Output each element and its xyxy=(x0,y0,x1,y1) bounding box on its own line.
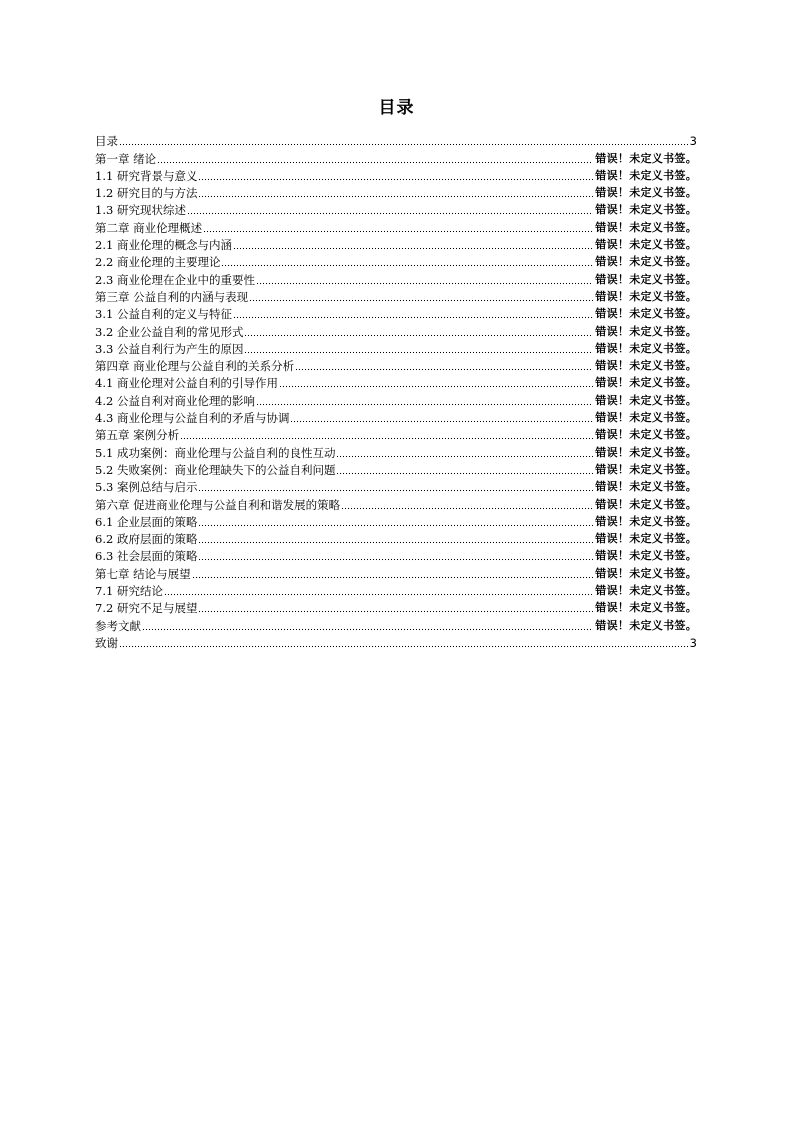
toc-entry[interactable] xyxy=(95,460,697,477)
dot-leader xyxy=(192,576,594,579)
dot-leader xyxy=(336,455,593,458)
toc-entry-label[interactable]: 2.1 商业伦理的概念与内涵 xyxy=(95,238,232,253)
toc-entry-label[interactable]: 6.2 政府层面的策略 xyxy=(95,532,198,547)
toc-entry[interactable] xyxy=(95,200,697,217)
toc-entry-page[interactable]: 错误！未定义书签。 xyxy=(595,428,697,442)
toc-entry-label[interactable]: 3.1 公益自利的定义与特征 xyxy=(95,307,232,322)
toc-entry-label[interactable]: 第四章 商业伦理与公益自利的关系分析 xyxy=(95,359,295,374)
toc-entry[interactable] xyxy=(95,339,697,356)
toc-entry-page[interactable]: 错误！未定义书签。 xyxy=(595,324,697,338)
toc-entry-label[interactable]: 1.1 研究背景与意义 xyxy=(95,168,198,183)
page-title: 目录 xyxy=(378,98,415,118)
toc-entry[interactable] xyxy=(95,425,697,442)
toc-entry[interactable] xyxy=(95,321,697,338)
toc-entry-label[interactable]: 4.3 商业伦理与公益自利的矛盾与协调 xyxy=(95,411,290,426)
dot-leader xyxy=(198,558,593,561)
toc-entry-page[interactable]: 错误！未定义书签。 xyxy=(595,618,697,632)
toc-entry[interactable] xyxy=(95,546,697,563)
dot-leader xyxy=(198,195,593,198)
dot-leader xyxy=(198,524,593,527)
dot-leader xyxy=(341,507,593,510)
dot-leader xyxy=(157,161,593,164)
toc-entry[interactable] xyxy=(95,563,697,580)
toc-entry-page[interactable]: 错误！未定义书签。 xyxy=(595,445,697,459)
toc-entry[interactable] xyxy=(95,615,697,632)
toc-entry[interactable] xyxy=(95,356,697,373)
toc-entry-page[interactable]: 错误！未定义书签。 xyxy=(595,151,697,165)
dot-leader xyxy=(187,212,593,215)
toc-entry-label[interactable]: 1.3 研究现状综述 xyxy=(95,203,186,218)
dot-leader xyxy=(244,351,593,354)
toc-entry-page[interactable]: 错误！未定义书签。 xyxy=(595,601,697,615)
toc-entry-label[interactable]: 7.2 研究不足与展望 xyxy=(95,601,198,616)
toc-entry-page[interactable]: 错误！未定义书签。 xyxy=(595,393,697,407)
toc-entry-page[interactable]: 3 xyxy=(689,635,697,650)
toc-entry-page[interactable]: 错误！未定义书签。 xyxy=(595,272,697,286)
toc-entry-label[interactable]: 4.1 商业伦理对公益自利的引导作用 xyxy=(95,376,278,391)
toc-entry[interactable] xyxy=(95,287,697,304)
toc-entry-label[interactable]: 第五章 案例分析 xyxy=(95,428,180,443)
toc-entry[interactable] xyxy=(95,269,697,286)
toc-entry-label[interactable]: 2.2 商业伦理的主要理论 xyxy=(95,255,221,270)
toc-entry[interactable] xyxy=(95,390,697,407)
toc-entry-label[interactable]: 2.3 商业伦理在企业中的重要性 xyxy=(95,272,255,287)
toc-entry-label[interactable]: 第六章 促进商业伦理与公益自利和谐发展的策略 xyxy=(95,497,341,512)
toc-entry-label[interactable]: 致谢 xyxy=(95,635,118,650)
toc-entry-page[interactable]: 错误！未定义书签。 xyxy=(595,203,697,217)
dot-leader xyxy=(249,299,593,302)
toc-entry[interactable] xyxy=(95,148,697,165)
toc-entry[interactable] xyxy=(95,373,697,390)
table-of-contents xyxy=(95,131,697,650)
toc-entry-page[interactable]: 错误！未定义书签。 xyxy=(595,514,697,528)
toc-entry[interactable] xyxy=(95,512,697,529)
toc-entry[interactable] xyxy=(95,477,697,494)
toc-entry-page[interactable]: 错误！未定义书签。 xyxy=(595,220,697,234)
toc-entry-page[interactable]: 错误！未定义书签。 xyxy=(595,255,697,269)
dot-leader xyxy=(290,420,593,423)
toc-entry-label[interactable]: 5.1 成功案例：商业伦理与公益自利的良性互动 xyxy=(95,445,336,460)
dot-leader xyxy=(244,334,593,337)
toc-entry-label[interactable]: 目录 xyxy=(95,134,118,149)
toc-entry[interactable] xyxy=(95,235,697,252)
toc-entry[interactable] xyxy=(95,304,697,321)
dot-leader xyxy=(279,385,593,388)
dot-leader xyxy=(256,282,593,285)
toc-entry-page[interactable]: 错误！未定义书签。 xyxy=(595,532,697,546)
toc-entry[interactable] xyxy=(95,408,697,425)
toc-entry-page[interactable]: 错误！未定义书签。 xyxy=(595,186,697,200)
toc-entry-page[interactable]: 错误！未定义书签。 xyxy=(595,549,697,563)
toc-entry-page[interactable]: 错误！未定义书签。 xyxy=(595,584,697,598)
toc-entry[interactable] xyxy=(95,494,697,511)
toc-entry[interactable] xyxy=(95,633,697,650)
toc-entry-page[interactable]: 错误！未定义书签。 xyxy=(595,289,697,303)
toc-entry-page[interactable]: 错误！未定义书签。 xyxy=(595,168,697,182)
toc-entry-page[interactable]: 3 xyxy=(689,134,697,149)
dot-leader xyxy=(233,316,593,319)
toc-entry-label[interactable]: 6.3 社会层面的策略 xyxy=(95,549,198,564)
toc-entry[interactable] xyxy=(95,183,697,200)
dot-leader xyxy=(295,368,593,371)
toc-entry-page[interactable]: 错误！未定义书签。 xyxy=(595,376,697,390)
toc-entry-page[interactable]: 错误！未定义书签。 xyxy=(595,238,697,252)
dot-leader xyxy=(164,593,593,596)
toc-entry-label[interactable]: 参考文献 xyxy=(95,618,141,633)
dot-leader xyxy=(198,489,593,492)
toc-entry-label[interactable]: 5.2 失败案例：商业伦理缺失下的公益自利问题 xyxy=(95,462,336,477)
toc-entry[interactable] xyxy=(95,217,697,234)
toc-entry-page[interactable]: 错误！未定义书签。 xyxy=(595,341,697,355)
toc-entry-label[interactable]: 5.3 案例总结与启示 xyxy=(95,480,198,495)
toc-entry-page[interactable]: 错误！未定义书签。 xyxy=(595,307,697,321)
toc-entry[interactable] xyxy=(95,598,697,615)
toc-entry-page[interactable]: 错误！未定义书签。 xyxy=(595,462,697,476)
toc-entry-page[interactable]: 错误！未定义书签。 xyxy=(595,359,697,373)
toc-entry-label[interactable]: 1.2 研究目的与方法 xyxy=(95,186,198,201)
toc-entry[interactable] xyxy=(95,166,697,183)
dot-leader xyxy=(198,610,593,613)
dot-leader xyxy=(119,645,688,648)
toc-entry-label[interactable]: 3.2 企业公益自利的常见形式 xyxy=(95,324,244,339)
toc-entry-label[interactable]: 第一章 绪论 xyxy=(95,151,157,166)
toc-entry-label[interactable]: 6.1 企业层面的策略 xyxy=(95,514,198,529)
dot-leader xyxy=(142,628,593,631)
dot-leader xyxy=(198,541,593,544)
toc-entry[interactable] xyxy=(95,131,697,148)
toc-entry-label[interactable]: 第七章 结论与展望 xyxy=(95,566,191,581)
dot-leader xyxy=(119,143,688,146)
toc-entry[interactable] xyxy=(95,529,697,546)
toc-entry-page[interactable]: 错误！未定义书签。 xyxy=(595,411,697,425)
toc-entry-label[interactable]: 第三章 公益自利的内涵与表现 xyxy=(95,289,249,304)
dot-leader xyxy=(203,230,593,233)
toc-entry[interactable] xyxy=(95,581,697,598)
toc-entry-page[interactable]: 错误！未定义书签。 xyxy=(595,566,697,580)
toc-entry-label[interactable]: 第二章 商业伦理概述 xyxy=(95,220,203,235)
toc-entry[interactable] xyxy=(95,442,697,459)
dot-leader xyxy=(180,437,593,440)
dot-leader xyxy=(336,472,593,475)
toc-entry-label[interactable]: 3.3 公益自利行为产生的原因 xyxy=(95,341,244,356)
dot-leader xyxy=(198,178,593,181)
toc-entry-page[interactable]: 错误！未定义书签。 xyxy=(595,480,697,494)
dot-leader xyxy=(221,264,593,267)
dot-leader xyxy=(256,403,593,406)
dot-leader xyxy=(233,247,593,250)
toc-entry-label[interactable]: 7.1 研究结论 xyxy=(95,584,163,599)
toc-entry[interactable] xyxy=(95,252,697,269)
toc-entry-label[interactable]: 4.2 公益自利对商业伦理的影响 xyxy=(95,393,255,408)
toc-entry-page[interactable]: 错误！未定义书签。 xyxy=(595,497,697,511)
